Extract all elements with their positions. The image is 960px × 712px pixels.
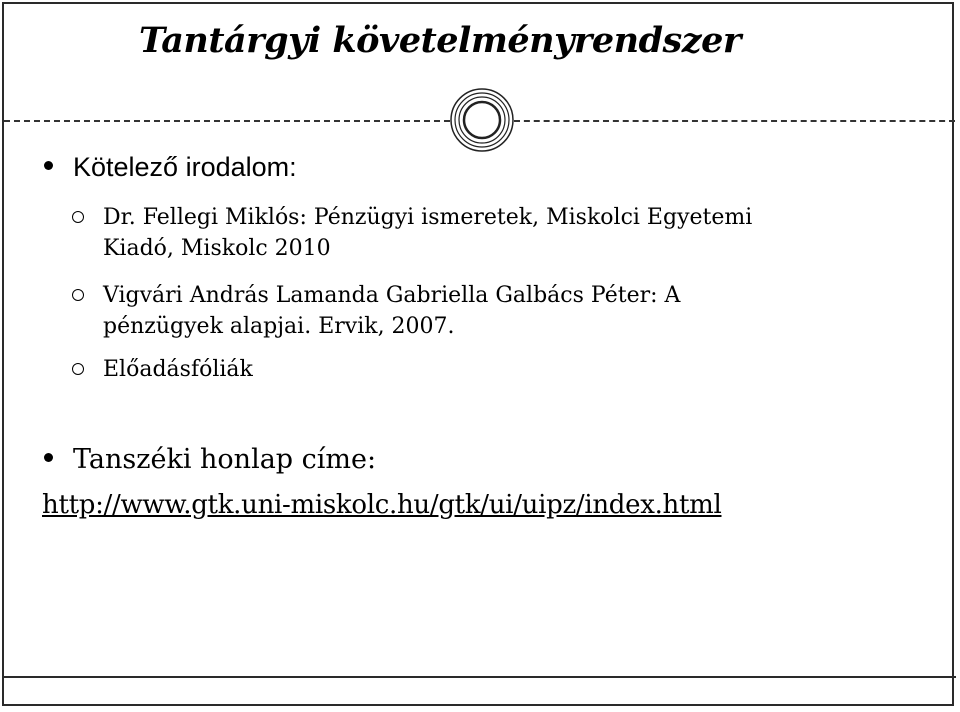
literature-item-line: Dr. Fellegi Miklós: Pénzügyi ismeretek, Miskolci Egyetemi <box>103 205 753 230</box>
literature-item-line: Előadásfóliák <box>103 357 253 382</box>
bullet-dot-icon <box>44 161 53 170</box>
homepage-link[interactable]: http://www.gtk.uni-miskolc.hu/gtk/ui/uipz/index.html <box>42 490 722 520</box>
required-literature-heading: Kötelező irodalom: <box>73 152 297 182</box>
literature-item-line: Kiadó, Miskolc 2010 <box>103 236 331 261</box>
footer-divider <box>4 676 956 678</box>
literature-item-line: pénzügyek alapjai. Ervik, 2007. <box>103 314 455 339</box>
literature-item-line: Vigvári András Lamanda Gabriella Galbács Péter: A <box>103 283 681 308</box>
ring-bullet-icon <box>72 211 84 223</box>
homepage-heading: Tanszéki honlap címe: <box>73 444 377 475</box>
slide-title: Tantárgyi követelményrendszer <box>139 20 741 61</box>
bullet-dot-icon <box>44 453 53 462</box>
ring-bullet-icon <box>72 363 84 375</box>
header-divider-right <box>514 120 955 122</box>
ring-bullet-icon <box>72 289 84 301</box>
concentric-rings-icon <box>447 88 517 158</box>
bullet-department-homepage <box>44 444 376 475</box>
header-divider-left <box>4 120 450 122</box>
bullet-required-literature <box>44 152 297 183</box>
